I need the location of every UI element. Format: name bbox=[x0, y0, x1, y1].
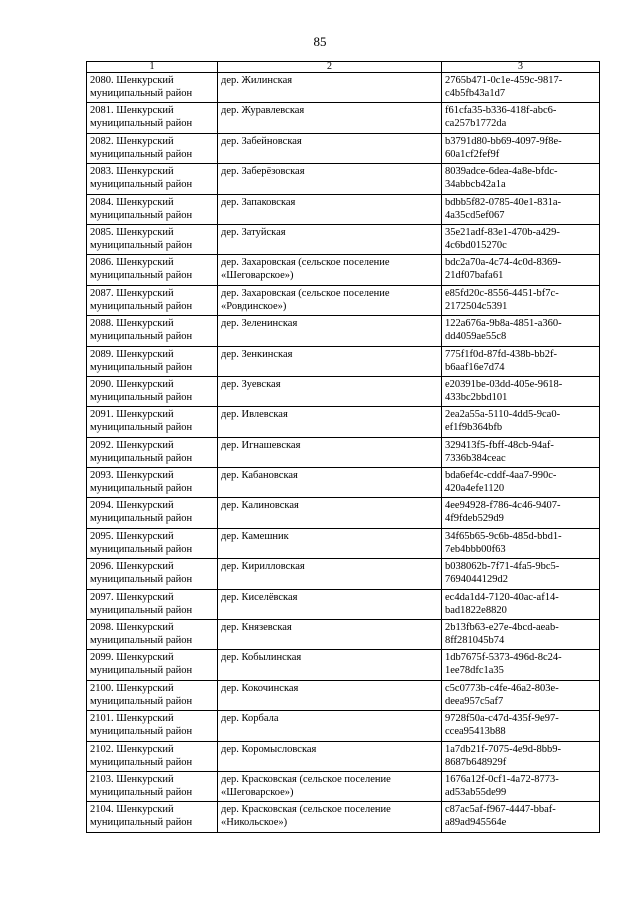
district-cell-line: муниципальный район bbox=[90, 756, 193, 768]
id-code-cell-line: ec4da1d4-7120-40ac-af14- bbox=[445, 591, 559, 603]
settlement-cell bbox=[218, 316, 442, 346]
id-code-cell-line: 34abbcb42a1a bbox=[445, 179, 506, 191]
settlement-cell bbox=[218, 559, 442, 589]
table-row bbox=[87, 741, 600, 771]
settlement-cell-line: дер. Камешник bbox=[221, 530, 289, 542]
settlement-cell-line: дер. Зуевская bbox=[221, 378, 281, 390]
district-cell bbox=[87, 802, 218, 832]
id-code-cell-line: 2765b471-0c1e-459c-9817- bbox=[445, 75, 563, 86]
table-row bbox=[87, 589, 600, 619]
id-code-cell-line: 1ee78dfc1a35 bbox=[445, 665, 504, 677]
district-cell-line: муниципальный район bbox=[90, 635, 193, 647]
district-cell bbox=[87, 285, 218, 315]
id-code-cell-line: 8039adce-6dea-4a8e-bfdc- bbox=[445, 166, 558, 178]
settlement-cell bbox=[218, 437, 442, 467]
settlement-cell bbox=[218, 620, 442, 650]
district-cell bbox=[87, 680, 218, 710]
district-cell-line: 2088. Шенкурский bbox=[90, 318, 174, 330]
settlement-cell bbox=[218, 528, 442, 558]
district-cell bbox=[87, 468, 218, 498]
district-cell-line: 2081. Шенкурский bbox=[90, 105, 174, 117]
id-code-cell-line: 1676a12f-0cf1-4a72-8773- bbox=[445, 773, 559, 785]
id-code-cell bbox=[442, 437, 600, 467]
settlement-cell bbox=[218, 164, 442, 194]
settlement-cell bbox=[218, 73, 442, 103]
id-code-cell-line: 8ff281045b74 bbox=[445, 635, 505, 647]
district-cell-line: муниципальный район bbox=[90, 695, 193, 707]
id-code-cell bbox=[442, 741, 600, 771]
settlement-cell-line: «Шеговарское») bbox=[221, 786, 294, 798]
district-cell bbox=[87, 528, 218, 558]
id-code-cell-line: e85fd20c-8556-4451-bf7c- bbox=[445, 287, 559, 299]
id-code-cell bbox=[442, 680, 600, 710]
id-code-cell-line: ef1f9b364bfb bbox=[445, 422, 503, 434]
id-code-cell-line: bad1822e8820 bbox=[445, 604, 507, 616]
id-code-cell-line: 8687b648929f bbox=[445, 756, 507, 768]
district-cell-line: муниципальный район bbox=[90, 665, 193, 677]
table-row bbox=[87, 376, 600, 406]
district-cell-line: муниципальный район bbox=[90, 361, 193, 373]
id-code-cell-line: 2172504c5391 bbox=[445, 300, 508, 312]
id-code-cell bbox=[442, 133, 600, 163]
district-cell-line: муниципальный район bbox=[90, 239, 193, 251]
district-cell bbox=[87, 346, 218, 376]
settlement-cell-line: дер. Кобылинская bbox=[221, 652, 302, 664]
id-code-cell bbox=[442, 650, 600, 680]
id-code-cell bbox=[442, 224, 600, 254]
district-cell-line: 2089. Шенкурский bbox=[90, 348, 174, 360]
id-code-cell-line: a89ad945564e bbox=[445, 817, 507, 829]
district-cell-line: муниципальный район bbox=[90, 513, 193, 525]
district-cell-line: 2097. Шенкурский bbox=[90, 591, 174, 603]
id-code-cell-line: c5c0773b-c4fe-46a2-803e- bbox=[445, 682, 559, 694]
district-cell-line: 2104. Шенкурский bbox=[90, 804, 174, 816]
id-code-cell-line: 2ea2a55a-5110-4dd5-9ca0- bbox=[445, 409, 561, 421]
header-row bbox=[87, 62, 600, 73]
district-cell-line: муниципальный район bbox=[90, 300, 193, 312]
column-header-1: 1 bbox=[87, 62, 218, 73]
settlement-cell bbox=[218, 133, 442, 163]
id-code-cell bbox=[442, 407, 600, 437]
id-code-cell-line: 433bc2bbd101 bbox=[445, 391, 508, 403]
district-cell bbox=[87, 316, 218, 346]
settlement-cell-line: «Ровдинское») bbox=[221, 300, 287, 312]
table-row bbox=[87, 802, 600, 832]
table-row bbox=[87, 711, 600, 741]
district-cell-line: 2101. Шенкурский bbox=[90, 713, 174, 725]
table-row bbox=[87, 255, 600, 285]
district-cell-line: муниципальный район bbox=[90, 118, 193, 130]
id-code-cell-line: 1db7675f-5373-496d-8c24- bbox=[445, 652, 562, 664]
id-code-cell-line: c4b5fb43a1d7 bbox=[445, 88, 506, 99]
registry-table bbox=[86, 61, 600, 833]
district-cell bbox=[87, 164, 218, 194]
district-cell-line: 2087. Шенкурский bbox=[90, 287, 174, 299]
settlement-cell bbox=[218, 376, 442, 406]
id-code-cell bbox=[442, 528, 600, 558]
id-code-cell-line: 35e21adf-83e1-470b-a429- bbox=[445, 226, 560, 238]
id-code-cell-line: 1a7db21f-7075-4e9d-8bb9- bbox=[445, 743, 562, 755]
id-code-cell-line: 7336b384ceac bbox=[445, 452, 506, 464]
table-row bbox=[87, 285, 600, 315]
settlement-cell-line: дер. Захаровская (сельское поселение bbox=[221, 257, 390, 269]
table-row bbox=[87, 316, 600, 346]
id-code-cell-line: 122a676a-9b8a-4851-a360- bbox=[445, 318, 562, 330]
id-code-cell-line: 420a4efe1120 bbox=[445, 483, 505, 495]
settlement-cell-line: дер. Кирилловская bbox=[221, 561, 305, 573]
settlement-cell-line: дер. Заберёзовская bbox=[221, 166, 305, 178]
table-row bbox=[87, 528, 600, 558]
district-cell-line: муниципальный район bbox=[90, 209, 193, 221]
settlement-cell-line: дер. Зеленинская bbox=[221, 318, 298, 330]
settlement-cell bbox=[218, 650, 442, 680]
page-number: 85 bbox=[313, 34, 327, 49]
settlement-cell-line: дер. Забейновская bbox=[221, 135, 302, 147]
table-header bbox=[87, 62, 600, 73]
settlement-cell bbox=[218, 711, 442, 741]
id-code-cell-line: deea957c5af7 bbox=[445, 695, 504, 707]
id-code-cell-line: 7694044129d2 bbox=[445, 574, 508, 586]
settlement-cell-line: дер. Журавлевская bbox=[221, 105, 305, 117]
table-row bbox=[87, 346, 600, 376]
table-row bbox=[87, 620, 600, 650]
settlement-cell bbox=[218, 468, 442, 498]
district-cell-line: муниципальный район bbox=[90, 543, 193, 555]
id-code-cell bbox=[442, 316, 600, 346]
id-code-cell-line: 775f1f0d-87fd-438b-bb2f- bbox=[445, 348, 557, 360]
id-code-cell-line: 7eb4bbb00f63 bbox=[445, 543, 506, 555]
settlement-cell bbox=[218, 589, 442, 619]
district-cell-line: 2100. Шенкурский bbox=[90, 682, 174, 694]
table-row bbox=[87, 559, 600, 589]
district-cell-line: 2093. Шенкурский bbox=[90, 470, 174, 482]
table-row bbox=[87, 73, 600, 103]
id-code-cell-line: 4f9fdeb529d9 bbox=[445, 513, 504, 525]
id-code-cell-line: 4ee94928-f786-4c46-9407- bbox=[445, 500, 561, 512]
column-header-3: 3 bbox=[442, 62, 600, 73]
district-cell-line: 2096. Шенкурский bbox=[90, 561, 174, 573]
district-cell-line: муниципальный район bbox=[90, 88, 193, 99]
settlement-cell bbox=[218, 346, 442, 376]
district-cell-line: муниципальный район bbox=[90, 422, 193, 434]
district-cell-line: муниципальный район bbox=[90, 786, 193, 798]
table-row bbox=[87, 771, 600, 801]
district-cell-line: 2080. Шенкурский bbox=[90, 75, 174, 86]
settlement-cell-line: дер. Корбала bbox=[221, 713, 279, 725]
settlement-cell-line: дер. Жилинская bbox=[221, 75, 293, 86]
district-cell-line: муниципальный район bbox=[90, 604, 193, 616]
table-row bbox=[87, 498, 600, 528]
id-code-cell-line: b038062b-7f71-4fa5-9bc5- bbox=[445, 561, 560, 573]
id-code-cell-line: 9728f50a-c47d-435f-9e97- bbox=[445, 713, 559, 725]
id-code-cell bbox=[442, 255, 600, 285]
settlement-cell-line: дер. Красковская (сельское поселение bbox=[221, 773, 391, 785]
id-code-cell-line: bdc2a70a-4c74-4c0d-8369- bbox=[445, 257, 562, 269]
district-cell bbox=[87, 194, 218, 224]
id-code-cell-line: c87ac5af-f967-4447-bbaf- bbox=[445, 804, 556, 816]
district-cell bbox=[87, 407, 218, 437]
district-cell-line: 2084. Шенкурский bbox=[90, 196, 174, 208]
id-code-cell bbox=[442, 498, 600, 528]
district-cell-line: 2098. Шенкурский bbox=[90, 622, 174, 634]
district-cell-line: муниципальный район bbox=[90, 331, 193, 343]
district-cell-line: 2091. Шенкурский bbox=[90, 409, 174, 421]
settlement-cell bbox=[218, 802, 442, 832]
settlement-cell-line: дер. Коромысловская bbox=[221, 743, 317, 755]
district-cell bbox=[87, 224, 218, 254]
district-cell-line: муниципальный район bbox=[90, 483, 193, 495]
id-code-cell-line: ad53ab55de99 bbox=[445, 786, 507, 798]
settlement-cell bbox=[218, 771, 442, 801]
settlement-cell bbox=[218, 224, 442, 254]
settlement-cell-line: дер. Кабановская bbox=[221, 470, 298, 482]
settlement-cell bbox=[218, 407, 442, 437]
district-cell-line: 2103. Шенкурский bbox=[90, 773, 174, 785]
settlement-cell-line: дер. Кокочинская bbox=[221, 682, 299, 694]
district-cell bbox=[87, 589, 218, 619]
district-cell-line: муниципальный район bbox=[90, 574, 193, 586]
id-code-cell bbox=[442, 376, 600, 406]
id-code-cell-line: bda6ef4c-cddf-4aa7-990c- bbox=[445, 470, 557, 482]
district-cell-line: 2082. Шенкурский bbox=[90, 135, 174, 147]
id-code-cell-line: 21df07bafa61 bbox=[445, 270, 504, 282]
id-code-cell-line: dd4059ae55c8 bbox=[445, 331, 507, 343]
settlement-cell-line: дер. Киселёвская bbox=[221, 591, 298, 603]
id-code-cell-line: 329413f5-fbff-48cb-94af- bbox=[445, 439, 554, 451]
settlement-cell-line: дер. Игнашевская bbox=[221, 439, 301, 451]
district-cell bbox=[87, 711, 218, 741]
settlement-cell-line: дер. Зенкинская bbox=[221, 348, 293, 360]
district-cell-line: 2095. Шенкурский bbox=[90, 530, 174, 542]
table-row bbox=[87, 224, 600, 254]
district-cell bbox=[87, 741, 218, 771]
district-cell bbox=[87, 376, 218, 406]
column-header-2: 2 bbox=[218, 62, 442, 73]
table-row bbox=[87, 650, 600, 680]
settlement-cell bbox=[218, 285, 442, 315]
id-code-cell-line: 2b13fb63-e27e-4bcd-aeab- bbox=[445, 622, 559, 634]
id-code-cell-line: f61cfa35-b336-418f-abc6- bbox=[445, 105, 557, 117]
district-cell-line: муниципальный район bbox=[90, 391, 193, 403]
table-row bbox=[87, 164, 600, 194]
district-cell-line: 2099. Шенкурский bbox=[90, 652, 174, 664]
id-code-cell bbox=[442, 346, 600, 376]
district-cell bbox=[87, 103, 218, 133]
id-code-cell bbox=[442, 802, 600, 832]
id-code-cell-line: 60a1cf2fef9f bbox=[445, 148, 500, 160]
settlement-cell bbox=[218, 103, 442, 133]
district-cell-line: 2083. Шенкурский bbox=[90, 166, 174, 178]
id-code-cell-line: ca257b1772da bbox=[445, 118, 507, 130]
district-cell-line: 2086. Шенкурский bbox=[90, 257, 174, 269]
settlement-cell bbox=[218, 680, 442, 710]
district-cell-line: 2094. Шенкурский bbox=[90, 500, 174, 512]
id-code-cell-line: ccea95413b88 bbox=[445, 726, 506, 738]
id-code-cell bbox=[442, 771, 600, 801]
settlement-cell bbox=[218, 194, 442, 224]
district-cell bbox=[87, 73, 218, 103]
id-code-cell-line: b3791d80-bb69-4097-9f8e- bbox=[445, 135, 562, 147]
table-body bbox=[87, 73, 600, 833]
district-cell-line: муниципальный район bbox=[90, 817, 193, 829]
settlement-cell-line: дер. Затуйская bbox=[221, 226, 286, 238]
id-code-cell bbox=[442, 559, 600, 589]
district-cell-line: 2085. Шенкурский bbox=[90, 226, 174, 238]
district-cell bbox=[87, 133, 218, 163]
settlement-cell-line: дер. Ивлевская bbox=[221, 409, 288, 421]
table-row bbox=[87, 103, 600, 133]
id-code-cell bbox=[442, 620, 600, 650]
settlement-cell-line: дер. Красковская (сельское поселение bbox=[221, 804, 391, 816]
id-code-cell-line: b6aaf16e7d74 bbox=[445, 361, 505, 373]
table-row bbox=[87, 468, 600, 498]
district-cell-line: 2102. Шенкурский bbox=[90, 743, 174, 755]
id-code-cell-line: 4c6bd015270c bbox=[445, 239, 507, 251]
district-cell bbox=[87, 620, 218, 650]
settlement-cell-line: дер. Князевская bbox=[221, 622, 292, 634]
settlement-cell bbox=[218, 741, 442, 771]
district-cell-line: муниципальный район bbox=[90, 179, 193, 191]
settlement-cell bbox=[218, 498, 442, 528]
table-row bbox=[87, 680, 600, 710]
district-cell bbox=[87, 255, 218, 285]
settlement-cell bbox=[218, 255, 442, 285]
id-code-cell bbox=[442, 73, 600, 103]
district-cell-line: муниципальный район bbox=[90, 270, 193, 282]
settlement-cell-line: «Шеговарское») bbox=[221, 270, 294, 282]
district-cell-line: муниципальный район bbox=[90, 148, 193, 160]
id-code-cell bbox=[442, 103, 600, 133]
id-code-cell bbox=[442, 711, 600, 741]
id-code-cell-line: bdbb5f82-0785-40e1-831a- bbox=[445, 196, 562, 208]
district-cell-line: 2090. Шенкурский bbox=[90, 378, 174, 390]
id-code-cell bbox=[442, 468, 600, 498]
settlement-cell-line: дер. Калиновская bbox=[221, 500, 299, 512]
table-row bbox=[87, 194, 600, 224]
id-code-cell bbox=[442, 589, 600, 619]
id-code-cell-line: 4a35cd5ef067 bbox=[445, 209, 505, 221]
id-code-cell bbox=[442, 164, 600, 194]
table-row bbox=[87, 437, 600, 467]
district-cell bbox=[87, 559, 218, 589]
id-code-cell bbox=[442, 285, 600, 315]
district-cell-line: 2092. Шенкурский bbox=[90, 439, 174, 451]
district-cell-line: муниципальный район bbox=[90, 452, 193, 464]
district-cell-line: муниципальный район bbox=[90, 726, 193, 738]
settlement-cell-line: дер. Запаковская bbox=[221, 196, 296, 208]
table-row bbox=[87, 133, 600, 163]
settlement-cell-line: «Никольское») bbox=[221, 817, 288, 829]
district-cell bbox=[87, 437, 218, 467]
district-cell bbox=[87, 650, 218, 680]
id-code-cell-line: e20391be-03dd-405e-9618- bbox=[445, 378, 563, 390]
table-row bbox=[87, 407, 600, 437]
settlement-cell-line: дер. Захаровская (сельское поселение bbox=[221, 287, 390, 299]
district-cell bbox=[87, 771, 218, 801]
id-code-cell bbox=[442, 194, 600, 224]
district-cell bbox=[87, 498, 218, 528]
id-code-cell-line: 34f65b65-9c6b-485d-bbd1- bbox=[445, 530, 562, 542]
